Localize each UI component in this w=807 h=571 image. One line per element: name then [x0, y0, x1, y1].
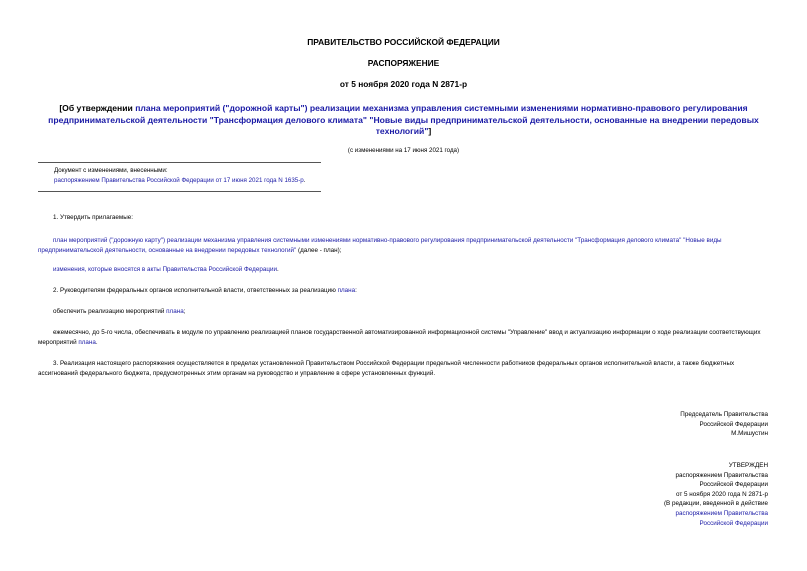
paragraph-1: 1. Утвердить прилагаемые: — [53, 214, 133, 221]
signature-country: Российской Федерации — [699, 420, 768, 428]
signature-block — [468, 410, 768, 439]
paragraph-2-suffix: : — [355, 287, 357, 294]
amendments-decree-link[interactable]: распоряжением Правительства Российской Федерации от 17 июня 2021 года N 1635-р — [54, 177, 304, 184]
divider-top — [38, 162, 321, 163]
title-prefix: [Об утверждении — [59, 103, 136, 113]
paragraph-1b — [38, 265, 768, 275]
revision-note: (с изменениями на 17 июня 2021 года) — [347, 147, 460, 154]
amendments-acts-link[interactable]: изменения, которые вносятся в акты Правительства Российской Федерации — [53, 266, 277, 273]
paragraph-2a-plan-link[interactable]: плана — [166, 308, 184, 315]
approved-country: Российской Федерации — [699, 481, 768, 489]
plan-link[interactable]: план мероприятий ("дорожную карту") реализации механизма управления системными изменениями нормативно-правового регулирования предпринимательской деятельности "Трансформация делового климата" "Новые виды предпринимательской деятельности, основанные на внедрении передовых технологий" — [38, 237, 722, 254]
paragraph-2a — [38, 307, 768, 317]
approved-heading: УТВЕРЖДЕН — [728, 462, 768, 469]
signature-position: Председатель Правительства — [680, 411, 768, 418]
paragraph-2b-plan-link[interactable]: плана — [78, 338, 96, 346]
paragraph-3: 3. Реализация настоящего распоряжения осуществляется в пределах установленной Правительством Российской Федерации предельной численности работников федеральных органов исполнительной власти, а также бюджетных ассигнований федерального бюджета, предусмотренных этим органам на руководство и управление в сфере установленных функций. — [38, 360, 735, 377]
government-heading: ПРАВИТЕЛЬСТВО РОССИЙСКОЙ ФЕДЕРАЦИИ — [307, 37, 500, 47]
paragraph-2 — [38, 286, 768, 296]
amendments-suffix: . — [303, 177, 306, 184]
approved-revision-note: (В редакции, введенной в действие — [663, 500, 768, 508]
paragraph-2b-text: ежемесячно, до 5-го числа, обеспечивать в модуле по управлению реализацией планов государственной автоматизированной информационной системы "Управление" ввод и актуализацию информации о ходе реализации соответствующих мероприятий — [38, 329, 761, 346]
divider-bottom — [38, 191, 321, 192]
approved-by: распоряжением Правительства — [675, 471, 768, 479]
approved-block — [468, 461, 768, 528]
paragraph-2-plan-link[interactable]: плана — [337, 287, 356, 294]
paragraph-1a-suffix: (далее - план); — [296, 246, 342, 254]
paragraph-2b — [38, 328, 768, 347]
amendments-label: Документ с изменениями, внесенными: — [54, 167, 168, 174]
signature-name: М.Мишустин — [731, 430, 768, 438]
paragraph-2-text: 2. Руководителям федеральных органов исполнительной власти, ответственных за реализацию — [53, 287, 338, 294]
paragraph-2a-text: обеспечить реализацию мероприятий — [53, 308, 167, 315]
paragraph-2a-suffix: ; — [183, 308, 186, 315]
paragraph-1b-suffix: . — [276, 266, 279, 273]
document-title — [46, 103, 761, 138]
title-suffix: ] — [428, 126, 432, 136]
title-plan-link[interactable]: плана мероприятий ("дорожной карты") реализации механизма управления системными изменениями нормативно-правового регулирования предпринимательской деятельности "Трансформация делового климата" "Новые виды предпринимательской деятельности, основанные на внедрении передовых технологий" — [48, 103, 759, 136]
paragraph-2b-suffix: . — [95, 338, 98, 346]
approved-decree-link-country[interactable]: Российской Федерации — [699, 519, 768, 527]
approved-decree-link[interactable]: распоряжением Правительства — [675, 509, 768, 517]
approved-date-number: от 5 ноября 2020 года N 2871-р — [676, 490, 768, 498]
amendments-line — [54, 176, 354, 185]
document-date-number: от 5 ноября 2020 года N 2871-р — [339, 79, 468, 89]
document-type-heading: РАСПОРЯЖЕНИЕ — [367, 58, 440, 68]
paragraph-1a — [38, 236, 768, 255]
